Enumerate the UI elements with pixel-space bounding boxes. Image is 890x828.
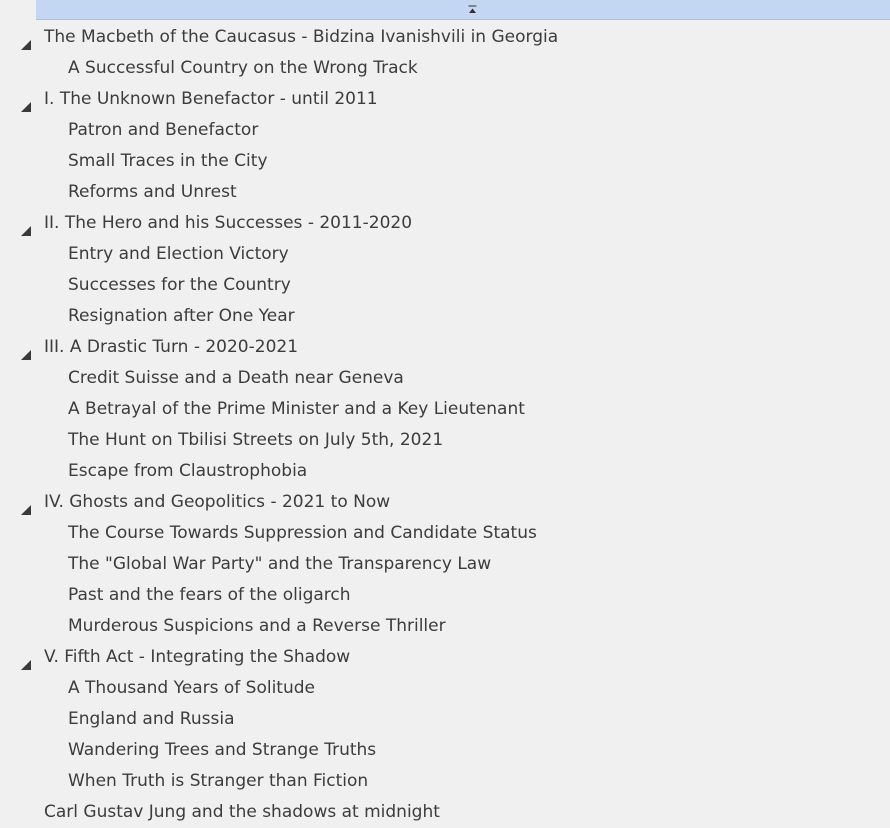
expanded-triangle-icon[interactable] [20, 496, 32, 508]
outline-item-label: Reforms and Unrest [68, 182, 237, 202]
outline-subheading[interactable] [0, 239, 890, 270]
outline-subheading[interactable] [0, 549, 890, 580]
outline-subheading[interactable] [0, 673, 890, 704]
outline-subheading[interactable] [0, 53, 890, 84]
outline-header-bar [36, 0, 890, 20]
outline-heading[interactable] [0, 332, 890, 363]
outline-subheading[interactable] [0, 115, 890, 146]
outline-subheading[interactable] [0, 425, 890, 456]
outline-item-label: The Hunt on Tbilisi Streets on July 5th, 2021 [68, 430, 444, 450]
outline-item-label: Past and the fears of the oligarch [68, 585, 351, 605]
outline-item-label: II. The Hero and his Successes - 2011-2020 [44, 213, 413, 233]
outline-subheading[interactable] [0, 456, 890, 487]
outline-item-label: Successes for the Country [68, 275, 291, 295]
outline-item-label: A Betrayal of the Prime Minister and a Key Lieutenant [68, 399, 525, 419]
outline-item-label: I. The Unknown Benefactor - until 2011 [44, 89, 378, 109]
outline-item-label: V. Fifth Act - Integrating the Shadow [44, 647, 351, 667]
outline-heading[interactable] [0, 22, 890, 53]
outline-item-label: Carl Gustav Jung and the shadows at midnight [44, 802, 440, 822]
outline-subheading[interactable] [0, 704, 890, 735]
outline-subheading[interactable] [0, 146, 890, 177]
outline-subheading[interactable] [0, 270, 890, 301]
outline-heading[interactable] [0, 797, 890, 828]
outline-item-label: Murderous Suspicions and a Reverse Thriller [68, 616, 446, 636]
outline-subheading[interactable] [0, 301, 890, 332]
outline-item-label: The "Global War Party" and the Transparency Law [68, 554, 492, 574]
outline-item-label: IV. Ghosts and Geopolitics - 2021 to Now [44, 492, 391, 512]
outline-heading[interactable] [0, 208, 890, 239]
outline-item-label: When Truth is Stranger than Fiction [68, 771, 369, 791]
outline-item-label: A Thousand Years of Solitude [68, 678, 315, 698]
expanded-triangle-icon[interactable] [20, 217, 32, 229]
outline-subheading[interactable] [0, 580, 890, 611]
outline-item-label: Resignation after One Year [68, 306, 295, 326]
outline-heading[interactable] [0, 642, 890, 673]
outline-item-label: The Course Towards Suppression and Candidate Status [68, 523, 537, 543]
outline-heading[interactable] [0, 487, 890, 518]
outline-item-label: Entry and Election Victory [68, 244, 289, 264]
outline-item-label: Credit Suisse and a Death near Geneva [68, 368, 404, 388]
outline-subheading[interactable] [0, 363, 890, 394]
expanded-triangle-icon[interactable] [20, 31, 32, 43]
outline-item-label: III. A Drastic Turn - 2020-2021 [44, 337, 299, 357]
outline-subheading[interactable] [0, 177, 890, 208]
outline-item-label: Escape from Claustrophobia [68, 461, 308, 481]
outline-subheading[interactable] [0, 518, 890, 549]
outline-subheading[interactable] [0, 735, 890, 766]
expanded-triangle-icon[interactable] [20, 93, 32, 105]
outline-item-label: Small Traces in the City [68, 151, 268, 171]
outline-item-label: England and Russia [68, 709, 235, 729]
expanded-triangle-icon[interactable] [20, 651, 32, 663]
expanded-triangle-icon[interactable] [20, 341, 32, 353]
collapse-up-icon[interactable] [465, 0, 479, 18]
outline-subheading[interactable] [0, 394, 890, 425]
outline-item-label: Patron and Benefactor [68, 120, 259, 140]
outline-tree [0, 22, 890, 828]
outline-item-label: Wandering Trees and Strange Truths [68, 740, 377, 760]
outline-heading[interactable] [0, 84, 890, 115]
outline-item-label: The Macbeth of the Caucasus - Bidzina Ivanishvili in Georgia [44, 27, 559, 47]
outline-subheading[interactable] [0, 766, 890, 797]
outline-item-label: A Successful Country on the Wrong Track [68, 58, 418, 78]
outline-subheading[interactable] [0, 611, 890, 642]
